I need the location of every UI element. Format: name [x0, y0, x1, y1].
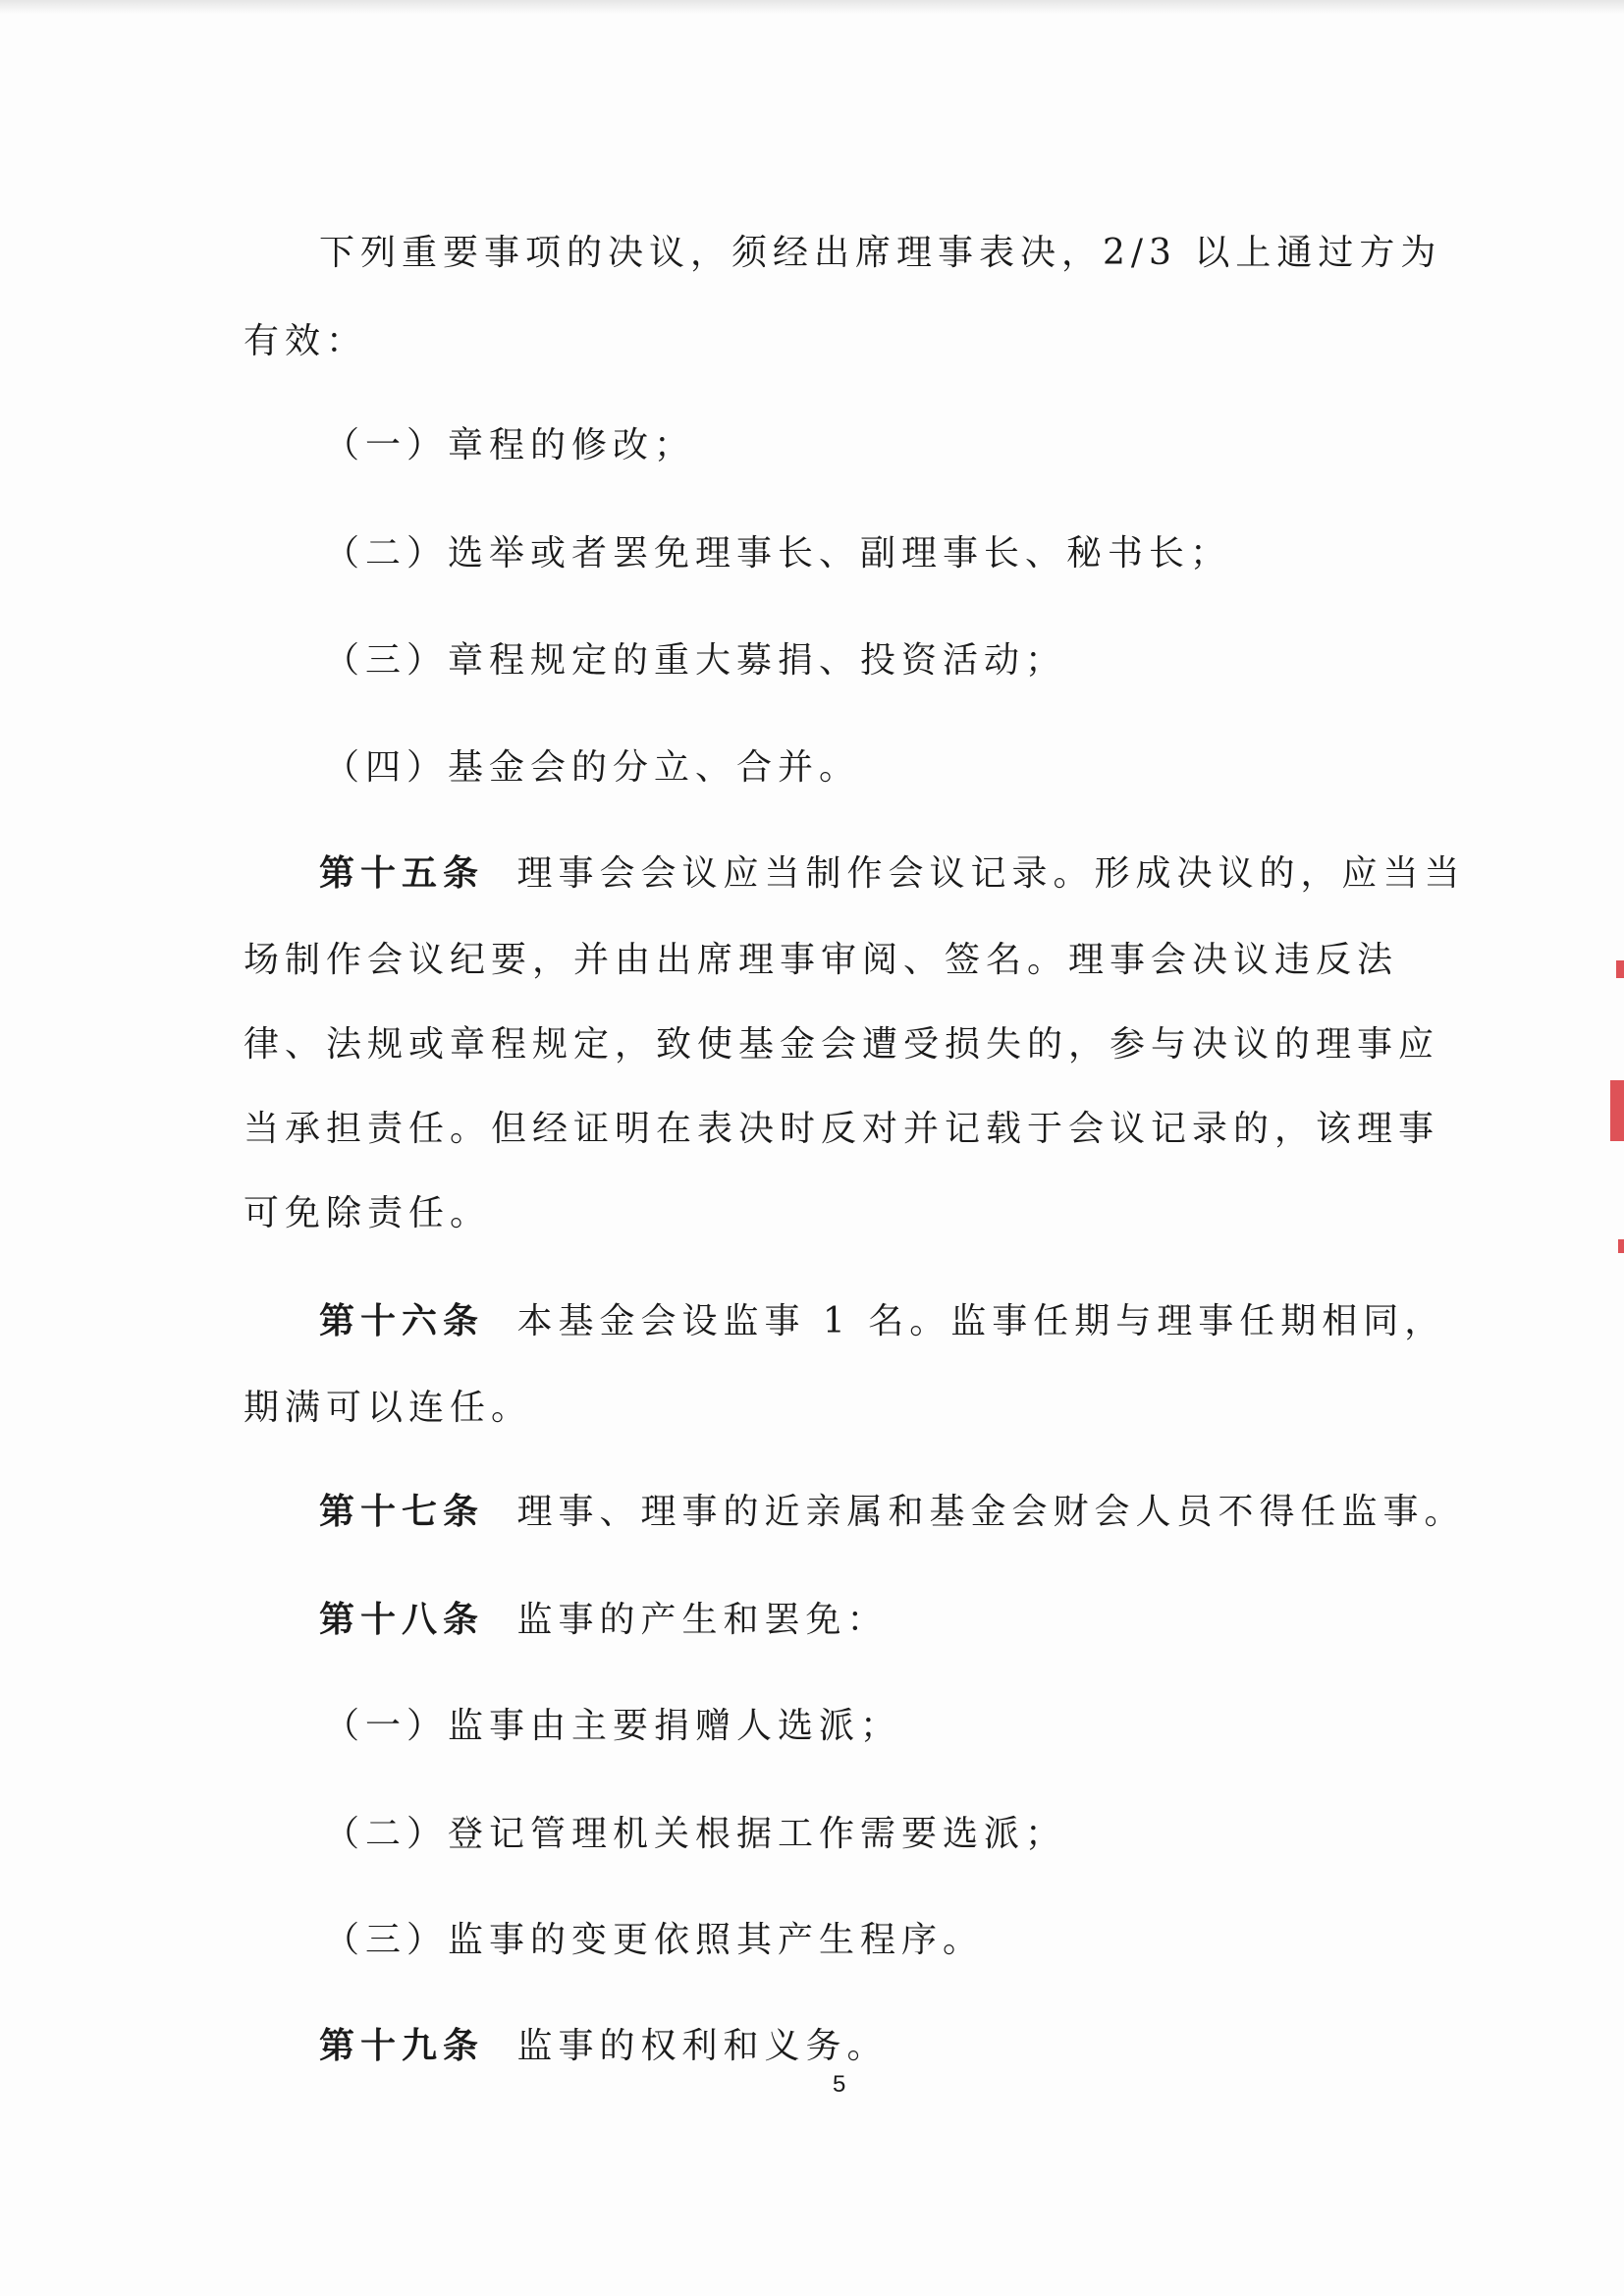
article-16-first-line	[319, 1300, 1445, 1343]
article-15-text: 理事会会议应当制作会议记录。形成决议的，应当当	[516, 853, 1466, 894]
paragraph-line: 下列重要事项的决议，须经出席理事表决，2/3 以上通过方为	[319, 233, 1442, 273]
article-15-label: 第十五条	[319, 853, 485, 894]
paragraph-line: 有效：	[244, 321, 368, 361]
seal-fragment	[1618, 1239, 1624, 1253]
article-19-label: 第十九条	[319, 2026, 485, 2066]
article-18-text: 监事的产生和罢免：	[516, 1600, 889, 1640]
article-19-line	[319, 2025, 888, 2068]
article-16-line: 期满可以连任。	[244, 1388, 533, 1428]
article-15-line: 律、法规或章程规定，致使基金会遭受损失的，参与决议的理事应	[244, 1024, 1440, 1065]
seal-fragment	[1616, 960, 1624, 978]
list-item: （四）基金会的分立、合并。	[324, 747, 861, 788]
article-17-label: 第十七条	[319, 1492, 485, 1532]
article-17-text: 理事、理事的近亲属和基金会财会人员不得任监事。	[516, 1492, 1466, 1532]
list-item: （一）章程的修改；	[324, 425, 696, 465]
list-item: （三）章程规定的重大募捐、投资活动；	[324, 640, 1067, 681]
list-item: （一）监事由主要捐赠人选派；	[324, 1706, 902, 1746]
scan-edge-shadow	[0, 0, 1624, 14]
list-item: （二）选举或者罢免理事长、副理事长、秘书长；	[324, 533, 1232, 574]
page-number: 5	[833, 2071, 846, 2098]
article-15-line: 场制作会议纪要，并由出席理事审阅、签名。理事会决议违反法	[244, 940, 1399, 980]
article-15-line: 当承担责任。但经证明在表决时反对并记载于会议记录的，该理事	[244, 1109, 1440, 1149]
list-item: （三）监事的变更依照其产生程序。	[324, 1920, 985, 1960]
article-15-first-line	[319, 852, 1465, 896]
article-17-line	[319, 1491, 1465, 1534]
article-18-label: 第十八条	[319, 1600, 485, 1640]
article-19-text: 监事的权利和义务。	[516, 2026, 889, 2066]
seal-fragment	[1610, 1080, 1624, 1141]
list-item: （二）登记管理机关根据工作需要选派；	[324, 1814, 1067, 1854]
article-15-line: 可免除责任。	[244, 1193, 492, 1233]
article-18-line	[319, 1599, 888, 1642]
article-16-label: 第十六条	[319, 1301, 485, 1341]
article-16-text: 本基金会设监事 1 名。监事任期与理事任期相同，	[516, 1301, 1446, 1341]
